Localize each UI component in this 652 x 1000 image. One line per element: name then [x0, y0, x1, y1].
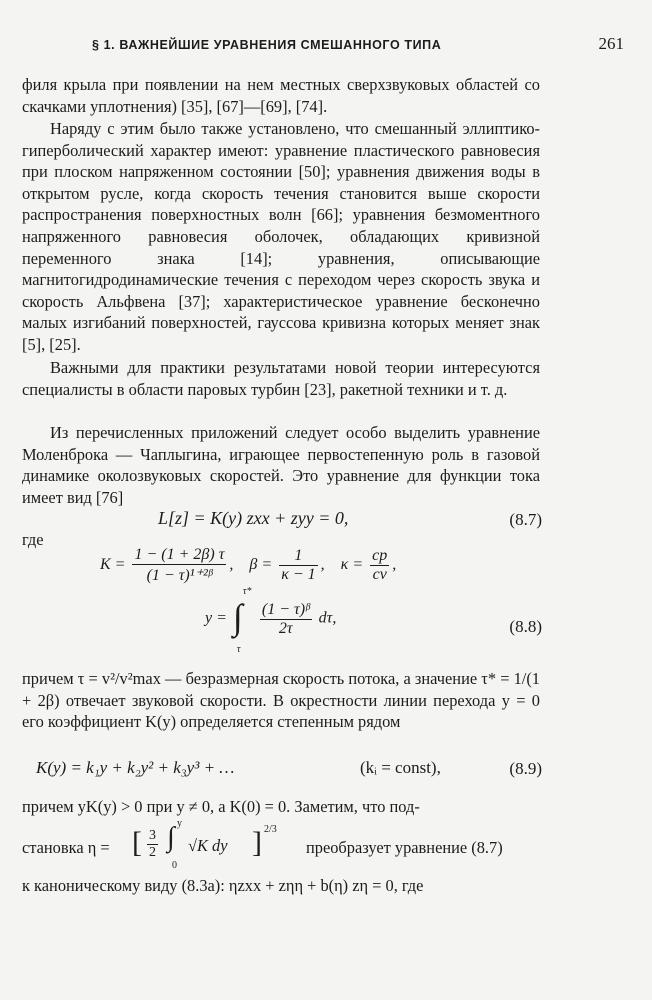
equation-number-8-9: (8.9) [509, 759, 542, 778]
y-fraction [260, 601, 312, 638]
beta-fraction [279, 547, 317, 584]
tail-line-3: к каноническому виду (8.3а): ηzxx + zηη + b(η) zη = 0, где [22, 876, 424, 895]
paragraph-4: Из перечисленных приложений следует особо выделить уравнение Моленброка — Чаплыгина, играющее первостепенную роль в газовой динамике околозвуковых скоростей. Это уравнение для функции тока имеет вид [76] [22, 423, 540, 507]
paragraph-2: Наряду с этим было также установлено, что смешанный эллиптико-гиперболический характер имеют: уравнение пластического равновесия при плоском напряженном состоянии [50]; уравнения движения воды в открытом русле, когда скорость течения становится выше скорости распространения поверхностных волн [66]; уравнения безмоментного напряженного равновесия оболочек, обладающих кривизной переменного знака [14]; уравнения, описывающие магнитогидродинамические течения с переходом через скорость звука и скорость Альфвена [37]; характеристическое уравнение бесконечно малых изгибаний поверхностей, гауссова кривизна которых меняет знак [5], [25]. [22, 119, 540, 354]
section-title: § 1. ВАЖНЕЙШИЕ УРАВНЕНИЯ СМЕШАННОГО ТИПА [92, 38, 442, 52]
y-numerator: (1 − τ)ᵝ [261, 600, 310, 618]
beta-denominator: κ − 1 [281, 566, 316, 583]
integral-sign: ∫ τ* τ [232, 586, 252, 655]
equation-8-8 [205, 586, 337, 655]
paragraph-1: филя крыла при появлении на нем местных сверхзвуковых областей со скачками уплотнения) [35], [67]—[69], [74]. [22, 75, 540, 116]
three-halves-fraction [147, 828, 158, 861]
integral-upper-limit: τ* [242, 586, 252, 597]
paragraph-5: причем τ = v²/v²max — безразмерная скорость потока, а значение τ* = 1/(1 + 2β) отвечает звуковой скорости. В окрестности линии перехода y = 0 его коэффициент K(y) определяется степенным рядом [22, 669, 540, 732]
where-label: где [22, 530, 44, 549]
integral-lower-limit: τ [236, 644, 241, 655]
y-denominator: 2τ [278, 619, 293, 637]
kappa-lhs: κ = [340, 556, 364, 574]
tail-line-1: причем yK(y) > 0 при y ≠ 0, а K(0) = 0. Заметим, что под- [22, 797, 420, 816]
three-halves-num: 3 [149, 828, 156, 843]
kappa-numerator: cp [372, 547, 388, 564]
k-lhs: K = [100, 556, 126, 574]
k-denominator: (1 − τ)¹⁺²ᵝ [146, 567, 213, 584]
definitions-row: K = $\frac{1 - (1 + 2\beta) \tau}{\text{(1 − τ)¹⁺²ᵝ}}$ , β = $\frac{1}{\kappa - 1}$ , κ = $\frac{cp}{cv}$ , [100, 546, 397, 584]
equation-number-8-8: (8.8) [509, 617, 542, 636]
y-lhs: y = [205, 609, 227, 627]
substitution-suffix: преобразует уравнение (8.7) [306, 838, 503, 857]
k-numerator: 1 − (1 + 2β) τ [134, 546, 225, 563]
tail-line-2 [22, 818, 540, 871]
integral-sign-2: ∫ [167, 822, 175, 853]
integral2-upper: y [177, 818, 182, 829]
y-tail: dτ, [318, 609, 337, 627]
power-two-thirds: 2/3 [264, 824, 277, 835]
kappa-denominator: cv [372, 566, 387, 583]
k-fraction [132, 546, 226, 585]
right-bracket: ] [252, 826, 262, 859]
substitution-prefix: становка η = [22, 838, 110, 857]
page-number: 261 [598, 34, 624, 53]
root-expression: √K dy [188, 836, 228, 855]
paragraph-3: Важными для практики результатами новой теории интересуются специалисты в области паровых турбин [23], ракетной техники и т. д. [22, 358, 540, 399]
left-bracket: [ [132, 826, 142, 859]
beta-lhs: β = [249, 556, 273, 574]
equation-number-8-7: (8.7) [509, 510, 542, 529]
integral2-lower: 0 [172, 860, 177, 871]
three-halves-den: 2 [149, 845, 156, 860]
equation-8-7: L[z] = K(y) zxx + zyy = 0, [158, 508, 349, 528]
equation-8-9-condition: (kᵢ = const), [360, 758, 441, 777]
running-header [22, 34, 624, 60]
kappa-fraction [370, 547, 389, 584]
equation-8-9: K(y) = k₁y + k₂y² + k₃y³ + … [36, 758, 235, 777]
beta-numerator: 1 [279, 547, 317, 566]
